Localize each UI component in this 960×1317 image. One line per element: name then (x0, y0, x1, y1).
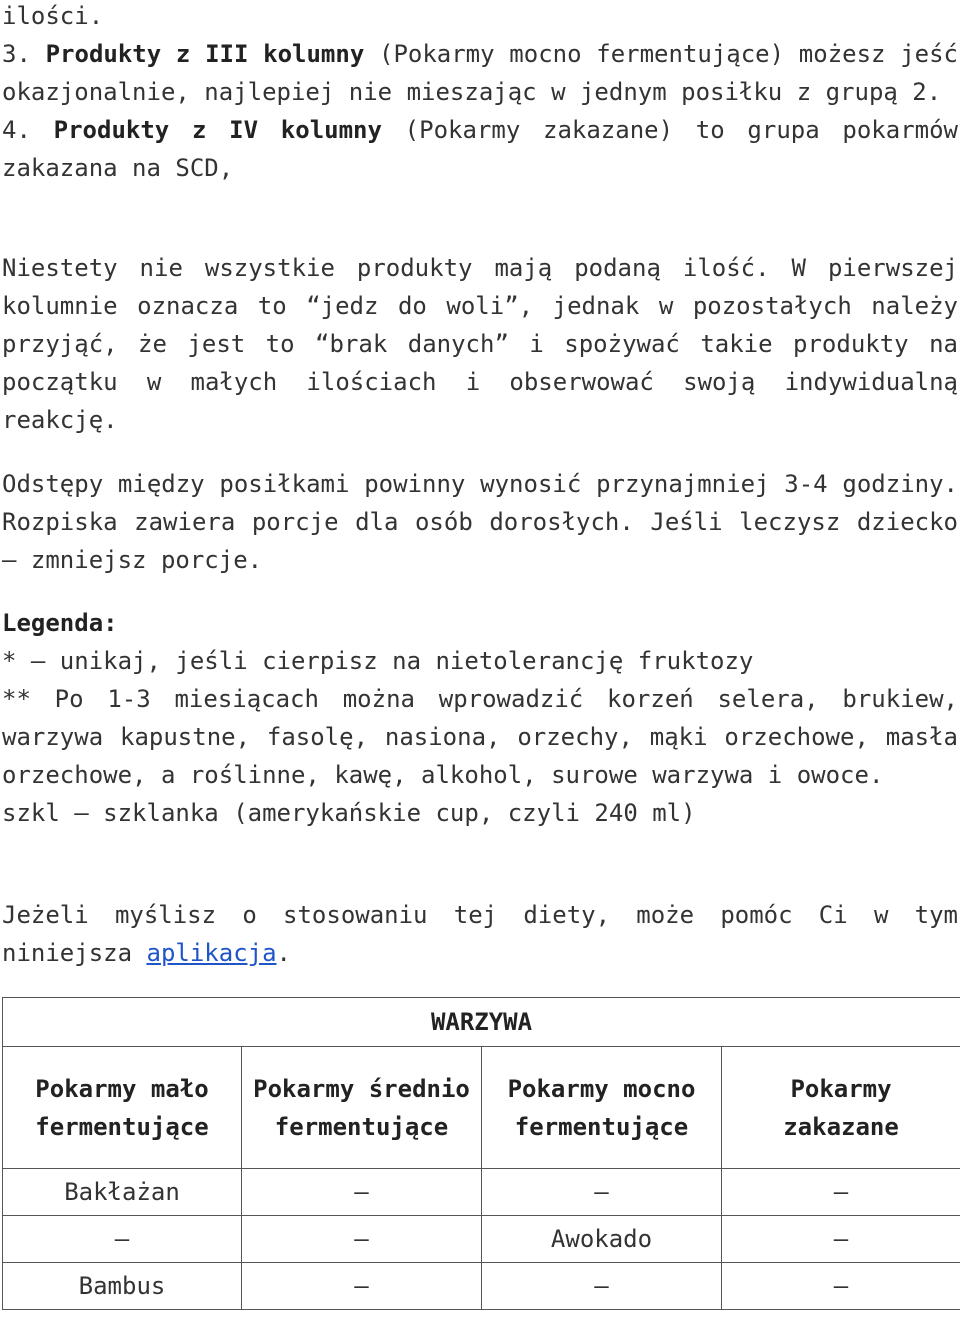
meals-section (0, 465, 960, 579)
intro-section (0, 0, 960, 187)
list-number: 3. (2, 40, 46, 68)
quantity-section (0, 249, 960, 439)
table-cell: – (482, 1169, 722, 1216)
list-item-text: (Pokarmy zakazane) to grupa pokarmów zakazana na SCD, (2, 116, 958, 182)
app-text: Jeżeli myślisz o stosowaniu tej diety, może pomóc Ci w tym niniejsza (2, 901, 958, 967)
table-row (3, 1263, 960, 1310)
table-cell: Awokado (482, 1216, 722, 1263)
header-forbidden: Pokarmy zakazane (722, 1047, 960, 1169)
app-paragraph (0, 896, 960, 972)
quantity-paragraph: Niestety nie wszystkie produkty mają podaną ilość. W pierwszej kolumnie oznacza to “jedz do woli”, jednak w pozostałych należy przyjąć, że jest to “brak danych” i spożywać takie produkty na początku w małych ilościach i obserwować swoją indywidualną reakcję. (2, 254, 958, 434)
table-cell: – (722, 1169, 960, 1216)
table-cell: – (482, 1263, 722, 1310)
header-medium-fermenting: Pokarmy średnio fermentujące (242, 1047, 482, 1169)
table-cell: – (3, 1216, 242, 1263)
list-item-bold: Produkty z IV kolumny (53, 116, 382, 144)
legend-line-2: ** Po 1-3 miesiącach można wprowadzić korzeń selera, brukiew, warzywa kapustne, fasolę, nasiona, orzechy, mąki orzechowe, masła orzechowe, a roślinne, kawę, alkohol, surowe warzywa i owoce. (2, 685, 958, 789)
table-cell: – (242, 1169, 482, 1216)
app-link[interactable]: aplikacja (146, 939, 277, 967)
table-cell: Bakłażan (3, 1169, 242, 1216)
meals-paragraph: Odstępy między posiłkami powinny wynosić przynajmniej 3-4 godziny. Rozpiska zawiera porcje dla osób dorosłych. Jeśli leczysz dziecko – zmniejsz porcje. (2, 470, 958, 574)
vegetables-table (2, 997, 960, 1310)
table-title: WARZYWA (3, 998, 960, 1047)
table-row (3, 1216, 960, 1263)
table-cell: Bambus (3, 1263, 242, 1310)
legend-section (0, 604, 960, 832)
table-cell: – (722, 1263, 960, 1310)
table-cell: – (722, 1216, 960, 1263)
list-number: 4. (2, 116, 54, 144)
table-cell: – (242, 1263, 482, 1310)
header-low-fermenting: Pokarmy mało fermentujące (3, 1047, 242, 1169)
app-section (0, 896, 960, 972)
list-item-3 (0, 35, 960, 111)
legend-line-3: szkl – szklanka (amerykańskie cup, czyli 240 ml) (2, 799, 696, 827)
table-cell: – (242, 1216, 482, 1263)
legend-title (0, 604, 960, 642)
intro-line: ilości. (2, 2, 104, 30)
list-item-text: (Pokarmy mocno fermentujące) możesz jeść okazjonalnie, najlepiej nie mieszając w jednym posiłku z grupą 2. (2, 40, 958, 106)
table-row (3, 1169, 960, 1216)
legend-line-1: * – unikaj, jeśli cierpisz na nietolerancję fruktozy (2, 647, 754, 675)
list-item-bold: Produkty z III kolumny (45, 40, 365, 68)
app-text-end: . (276, 939, 291, 967)
header-high-fermenting: Pokarmy mocno fermentujące (482, 1047, 722, 1169)
list-item-4 (0, 111, 960, 187)
legend-heading: Legenda: (2, 609, 118, 637)
